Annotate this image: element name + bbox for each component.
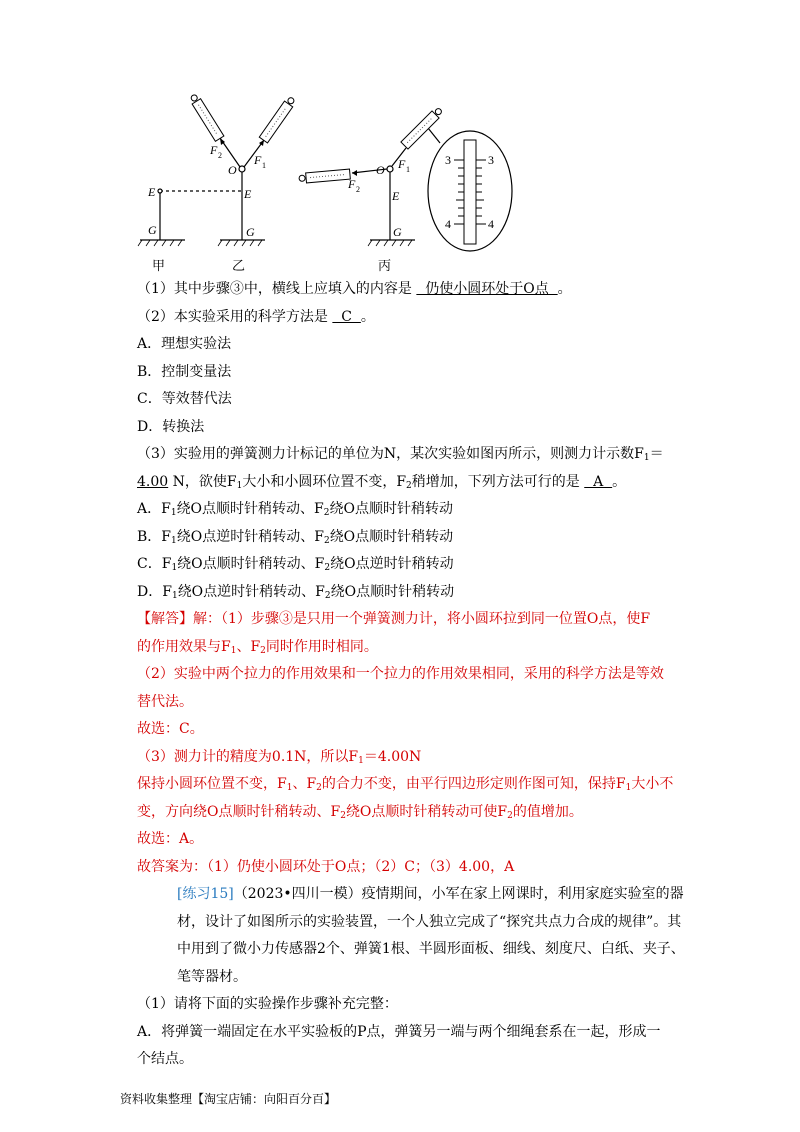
label-f2-bing: F [348,177,356,191]
experiment-figure [130,88,530,278]
q2-option-d: D．转换法 [137,418,205,435]
magnified-scale [454,140,486,244]
q3-option-c: C．$F_1$绕O点顺时针稍转动、$F_2$绕O点逆时针稍转动 [137,556,454,573]
sub-f1-bing: 1 [406,165,410,174]
spring-scale-f2-yi [188,93,224,142]
q3-option-a: A．$F_1$绕O点顺时针稍转动、$F_2$绕O点顺时针稍转动 [137,501,453,518]
q1-answer: 仍使小圆环处于O点 [416,281,558,297]
label-o-bing: O [376,163,385,177]
scale-3-right: 3 [488,153,494,167]
q3-answer: A [584,473,613,490]
solution-line-8: 变，方向绕O点顺时针稍转动、$F_2$绕O点顺时针稍转动可使$F_2$的值增加。 [137,803,583,821]
ring-o-bing [387,166,393,172]
scale-4-left: 4 [445,217,451,231]
sub-f2-bing: 2 [356,185,360,194]
q2-line: （2）本实验采用的科学方法是 C 。 [137,308,375,325]
exercise-line-7: 个结点。 [137,1051,193,1067]
exercise-tag: [练习15] [177,886,234,902]
q3-option-d: D．$F_1$绕O点逆时针稍转动、$F_2$绕O点顺时针稍转动 [137,583,455,601]
q2-option-a: A．理想实验法 [137,336,232,352]
label-f2-yi: F [210,143,218,157]
exercise-line-5: （1）请将下面的实验操作步骤补充完整： [137,996,398,1012]
exercise-line-6: A．将弹簧一端固定在水平实验板的P点，弹簧另一端与两个细绳套系在一起，形成一 [137,1023,661,1040]
spring-scale-f2-bing [299,169,351,183]
q3-value: 4.00 [137,473,169,490]
label-g-yi: G [246,225,255,239]
solution-line-2: 的作用效果与$F_1$、$F_2$同时作用时相同。 [137,638,378,656]
solution-line-7: 保持小圆环位置不变，$F_1$、$F_2$的合力不变，由平行四边形定则作图可知，保持$F_1$大小不 [137,776,674,793]
q3-line-1: （3）实验用的弹簧测力计标记的单位为N，某次实验如图丙所示，则测力计示数$F_1=$ [137,446,664,463]
solution-line-5: 故选：C。 [137,721,204,737]
q1-line: （1）其中步骤③中，横线上应填入的内容是 仍使小圆环处于O点 。 [137,281,572,297]
q2-answer: C [332,308,361,325]
point-e-jia [158,189,162,193]
caption-jia: 甲 [152,259,166,274]
caption-yi: 乙 [232,259,246,274]
label-o-yi: O [228,163,237,177]
exercise-line-3: 中用到了微小力传感器2个、弹簧1根、半圆形面板、细线、刻度尺、白纸、夹子、 [177,941,685,957]
label-e-bing: E [392,189,400,203]
label-e-yi: E [244,187,252,201]
solution-line-3: （2）实验中两个拉力的作用效果和一个拉力的作用效果相同，采用的科学方法是等效 [137,666,664,682]
footer-note: 资料收集整理【淘宝店铺：向阳百分百】 [120,1092,337,1106]
exercise-block [137,881,685,1074]
solution-line-6: （3）测力计的精度为0.1N，所以$F_1=4.00N$ [137,748,422,766]
sub-f2-yi: 2 [218,151,222,160]
arrow-f2-bing [352,170,357,176]
label-f1-bing: F [398,157,406,171]
q2-option-b: B．控制变量法 [137,363,232,380]
label-g-bing: G [393,225,402,239]
exercise-line-2: 材，设计了如图所示的实验装置，一个人独立完成了“探究共点力合成的规律”。其 [177,913,682,930]
magnifier-lead [428,128,440,143]
scale-3-left: 3 [445,153,451,167]
q3-option-b: B．$F_1$绕O点逆时针稍转动、$F_2$绕O点顺时针稍转动 [137,528,454,546]
scale-4-right: 4 [488,217,494,231]
exercise-line-4: 笔等器材。 [177,968,247,985]
label-f1-yi: F [254,153,262,167]
question-block [137,276,685,1074]
spring-scale-f1-bing [401,106,444,149]
solution-block [137,606,677,881]
solution-line-4: 替代法。 [137,693,193,710]
caption-bing: 丙 [378,259,392,274]
label-g-jia: G [148,223,157,237]
exercise-line-1: [练习15]（2023•四川一模）疫情期间，小军在家上网课时，利用家庭实验室的器 [177,886,684,902]
spring-scale-f1-yi [259,95,296,143]
solution-line-1: 【解答】解：（1）步骤③是只用一个弹簧测力计，将小圆环拉到同一位置O点，使F [137,611,651,627]
solution-line-9: 故选：A。 [137,831,204,847]
q2-option-c: C．等效替代法 [137,391,232,407]
solution-line-10: 故答案为：（1）仍使小圆环处于O点；（2）C；（3）4.00，A [137,858,515,875]
sub-f1-yi: 1 [262,161,266,170]
q3-line-2: 4.00 N，欲使$F_1$大小和小圆环位置不变，$F_2$稍增加，下列方法可行的是 A 。 [137,473,627,491]
label-e-jia: E [148,185,156,199]
